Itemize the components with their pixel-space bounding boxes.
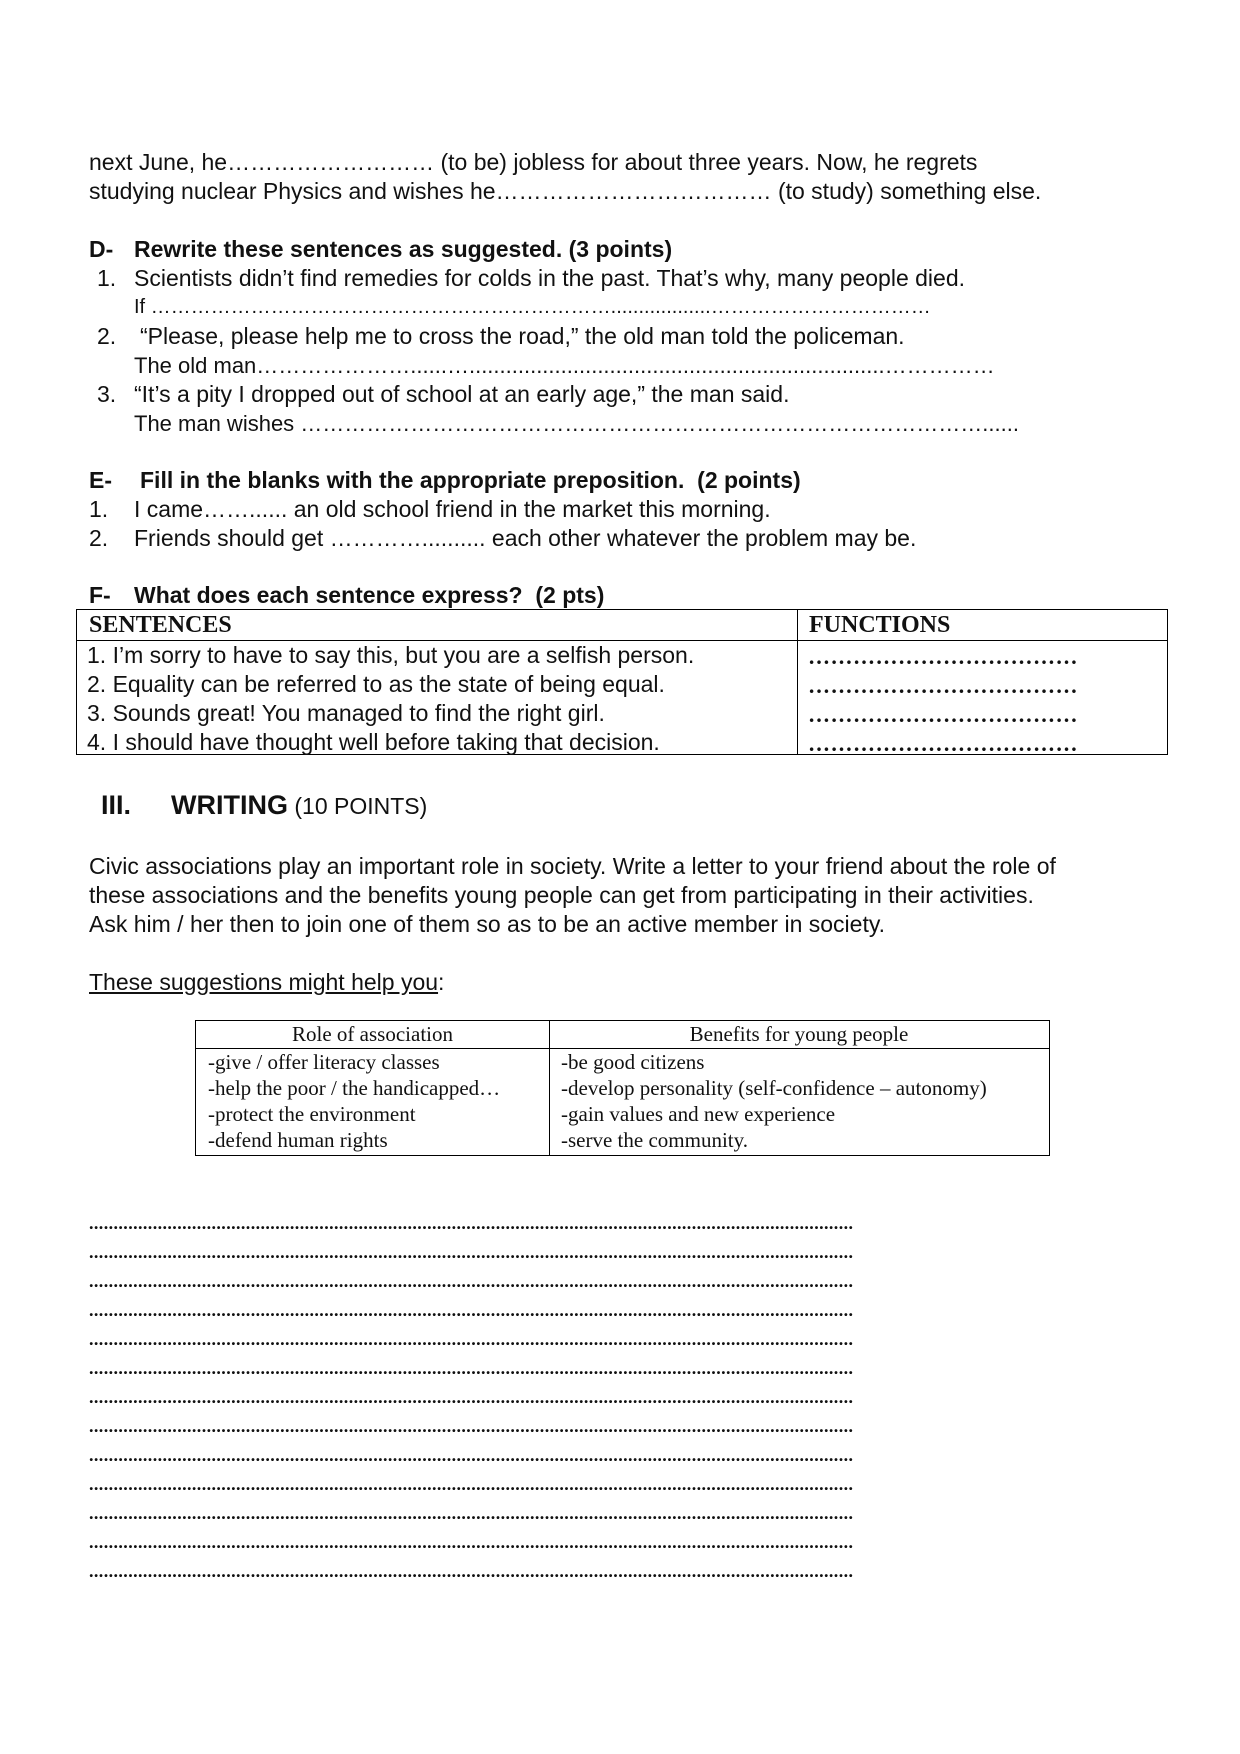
functions-header: FUNCTIONS xyxy=(809,612,951,638)
section-f-title: What does each sentence express? (2 pts) xyxy=(134,582,605,608)
writing-answer-line[interactable]: ............................................................................................................................................................ xyxy=(89,1387,854,1407)
benefit-cell: -be good citizens xyxy=(561,1050,705,1074)
e-item-sentence[interactable]: Friends should get ………….......... each other whatever the problem may be. xyxy=(134,525,917,551)
role-cell: -help the poor / the handicapped… xyxy=(208,1076,501,1100)
function-answer-cell[interactable]: ……………………………… xyxy=(808,702,1078,727)
writing-answer-line[interactable]: ............................................................................................................................................................ xyxy=(89,1532,854,1552)
d-item-sentence: “It’s a pity I dropped out of school at an early age,” the man said. xyxy=(134,381,790,407)
section-d-title: Rewrite these sentences as suggested. (3 points) xyxy=(134,236,673,262)
writing-heading xyxy=(171,791,427,821)
d-item-answer-line[interactable]: The man wishes …………………………………………………………………………………...... xyxy=(134,411,1019,436)
benefit-cell: -develop personality (self-confidence – autonomy) xyxy=(561,1076,987,1100)
e-item-number: 2. xyxy=(89,525,109,551)
section-e-letter: E- xyxy=(89,467,112,493)
writing-title: WRITING xyxy=(171,790,288,820)
section-d-letter: D- xyxy=(89,236,114,262)
writing-prompt-line: Ask him / her then to join one of them so as to be an active member in society. xyxy=(89,911,886,937)
sentence-cell: 1. I’m sorry to have to say this, but you are a selfish person. xyxy=(87,642,695,668)
writing-answer-line[interactable]: ............................................................................................................................................................ xyxy=(89,1329,854,1349)
sentence-cell: 4. I should have thought well before taking that decision. xyxy=(87,729,660,755)
function-answer-cell[interactable]: ……………………………… xyxy=(808,731,1078,756)
suggestions-colon: : xyxy=(438,969,445,995)
d-item-answer-line[interactable]: If ……………………………………………………………..................…………………………… xyxy=(134,296,931,318)
d-item-answer-line[interactable]: The old man…………………......…....................................................................…………… xyxy=(134,353,995,378)
section-e-title: Fill in the blanks with the appropriate preposition. (2 points) xyxy=(140,467,801,493)
role-cell: -give / offer literacy classes xyxy=(208,1050,440,1074)
writing-answer-line[interactable]: ............................................................................................................................................................ xyxy=(89,1213,854,1233)
suggestions-label: These suggestions might help you xyxy=(89,969,439,995)
writing-prompt-line: Civic associations play an important role in society. Write a letter to your friend about the role of xyxy=(89,853,1056,879)
table-divider xyxy=(77,640,1167,641)
d-item-sentence: Scientists didn’t find remedies for colds in the past. That’s why, many people died. xyxy=(134,265,965,291)
table-divider xyxy=(196,1048,1049,1049)
sentence-cell: 2. Equality can be referred to as the state of being equal. xyxy=(87,671,665,697)
benefit-cell: -serve the community. xyxy=(561,1128,749,1152)
suggestions-heading xyxy=(89,968,444,997)
e-item-sentence[interactable]: I came……...... an old school friend in the market this morning. xyxy=(134,496,771,522)
writing-answer-line[interactable]: ............................................................................................................................................................ xyxy=(89,1358,854,1378)
role-cell: -protect the environment xyxy=(208,1102,416,1126)
benefit-cell: -gain values and new experience xyxy=(561,1102,836,1126)
table-divider xyxy=(797,610,798,754)
writing-answer-line[interactable]: ............................................................................................................................................................ xyxy=(89,1416,854,1436)
benefits-header: Benefits for young people xyxy=(689,1022,909,1046)
suggestions-table xyxy=(195,1020,1050,1156)
role-header: Role of association xyxy=(292,1022,453,1046)
d-item-number: 1. xyxy=(97,265,117,291)
functions-table xyxy=(76,609,1168,755)
function-answer-cell[interactable]: ……………………………… xyxy=(808,673,1078,698)
writing-numeral: III. xyxy=(101,790,132,820)
intro-line-1: next June, he……………………… (to be) jobless for about three years. Now, he regrets xyxy=(89,149,978,175)
writing-answer-line[interactable]: ............................................................................................................................................................ xyxy=(89,1474,854,1494)
function-answer-cell[interactable]: ……………………………… xyxy=(808,644,1078,669)
writing-answer-line[interactable]: ............................................................................................................................................................ xyxy=(89,1271,854,1291)
writing-prompt-line: these associations and the benefits young people can get from participating in their activities. xyxy=(89,882,1034,908)
section-f-letter: F- xyxy=(89,582,111,608)
writing-answer-line[interactable]: ............................................................................................................................................................ xyxy=(89,1242,854,1262)
d-item-number: 3. xyxy=(97,381,117,407)
writing-answer-line[interactable]: ............................................................................................................................................................ xyxy=(89,1300,854,1320)
d-item-sentence: “Please, please help me to cross the road,” the old man told the policeman. xyxy=(140,323,905,349)
d-item-number: 2. xyxy=(97,323,117,349)
role-cell: -defend human rights xyxy=(208,1128,388,1152)
sentences-header: SENTENCES xyxy=(89,612,232,638)
sentence-cell: 3. Sounds great! You managed to find the right girl. xyxy=(87,700,605,726)
e-item-number: 1. xyxy=(89,496,109,522)
intro-line-2: studying nuclear Physics and wishes he……………………………… (to study) something else. xyxy=(89,178,1042,204)
writing-answer-line[interactable]: ............................................................................................................................................................ xyxy=(89,1561,854,1581)
writing-answer-line[interactable]: ............................................................................................................................................................ xyxy=(89,1503,854,1523)
writing-points: (10 POINTS) xyxy=(294,793,428,819)
writing-answer-line[interactable]: ............................................................................................................................................................ xyxy=(89,1445,854,1465)
